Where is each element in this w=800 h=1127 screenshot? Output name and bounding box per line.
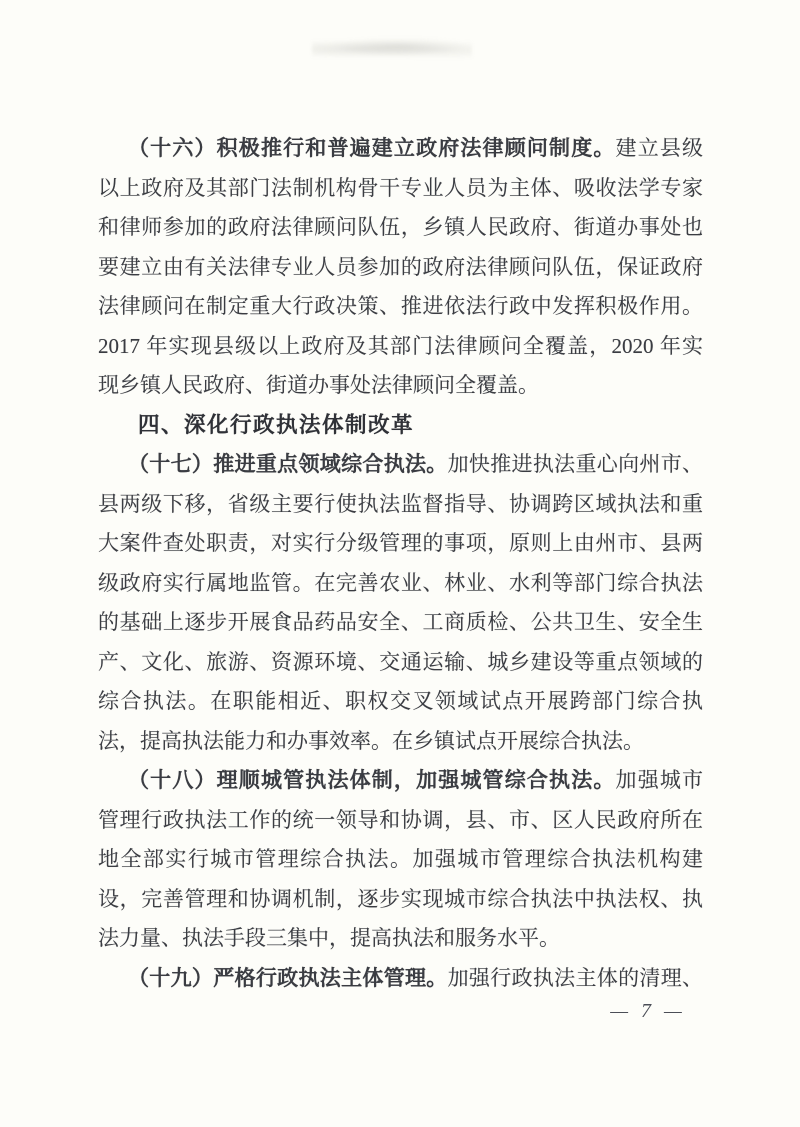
text-segment: 地全部实行城市管理综合执法。加强城市管理综合执法机构建: [98, 847, 703, 871]
text-segment: 设，完善管理和协调机制，逐步实现城市综合执法中执法权、执: [98, 886, 703, 911]
text-segment: 法，提高执法能力和办事效率。在乡镇试点开展综合执法。: [98, 728, 644, 753]
text-segment: 大案件查处职责，对实行分级管理的事项，原则上由州市、县两: [98, 531, 703, 555]
text-line: [98, 603, 703, 643]
text-line: [98, 169, 703, 209]
text-segment: 2017 年实现县级以上政府及其部门法律顾问全覆盖，2020 年实: [98, 333, 703, 358]
text-segment: 产、文化、旅游、资源环境、交通运输、城乡建设等重点领域的: [98, 649, 703, 674]
text-line: [98, 643, 703, 683]
text-line: [98, 880, 703, 920]
text-line: [98, 208, 703, 248]
text-segment: 和律师参加的政府法律顾问队伍，乡镇人民政府、街道办事处也: [98, 215, 703, 239]
section-heading: [98, 406, 703, 446]
text-segment: 加强城市: [615, 768, 704, 792]
bold-text-segment: 四、深化行政执法体制改革: [138, 412, 415, 437]
text-line: [98, 327, 703, 367]
text-segment: 以上政府及其部门法制机构骨干专业人员为主体、吸收法学专家: [98, 175, 703, 200]
text-line: [98, 129, 703, 169]
text-line: [98, 840, 703, 880]
text-segment: 建立县级: [615, 136, 704, 160]
text-block: [98, 129, 703, 998]
text-line: [98, 248, 703, 288]
text-line: [98, 801, 703, 841]
bold-text-segment: （十七）推进重点领域综合执法。: [128, 452, 448, 476]
text-line: [98, 485, 703, 525]
text-segment: 综合执法。在职能相近、职权交叉领域试点开展跨部门综合执: [98, 689, 703, 713]
text-segment: 管理行政执法工作的统一领导和协调，县、市、区人民政府所在: [98, 807, 703, 832]
bold-text-segment: （十九）严格行政执法主体管理。: [128, 965, 448, 990]
text-line: [98, 761, 703, 801]
text-line: [98, 287, 703, 327]
text-line: [98, 564, 703, 604]
text-line: [98, 722, 703, 762]
text-line: [98, 682, 703, 722]
text-segment: 级政府实行属地监管。在完善农业、林业、水利等部门综合执法: [98, 570, 703, 595]
page-number: — 7 —: [610, 1000, 686, 1022]
text-segment: 加强行政执法主体的清理、: [447, 965, 704, 990]
text-segment: 县两级下移，省级主要行使执法监督指导、协调跨区域执法和重: [98, 491, 703, 516]
text-line: [98, 959, 703, 999]
text-line: [98, 445, 703, 485]
text-segment: 加快推进执法重心向州市、: [447, 452, 704, 476]
bold-text-segment: （十六）积极推行和普遍建立政府法律顾问制度。: [128, 136, 616, 160]
text-segment: 法律顾问在制定重大行政决策、推进依法行政中发挥积极作用。: [98, 294, 703, 318]
text-line: [98, 524, 703, 564]
text-segment: 现乡镇人民政府、街道办事处法律顾问全覆盖。: [98, 373, 539, 397]
text-line: [98, 366, 703, 406]
text-segment: 要建立由有关法律专业人员参加的政府法律顾问队伍，保证政府: [98, 254, 703, 279]
text-line: [98, 919, 703, 959]
scan-smudge: [312, 38, 472, 58]
text-segment: 的基础上逐步开展食品药品安全、工商质检、公共卫生、安全生: [98, 610, 703, 634]
text-segment: 法力量、执法手段三集中，提高执法和服务水平。: [98, 926, 560, 950]
bold-text-segment: （十八）理顺城管执法体制，加强城管综合执法。: [128, 768, 616, 792]
